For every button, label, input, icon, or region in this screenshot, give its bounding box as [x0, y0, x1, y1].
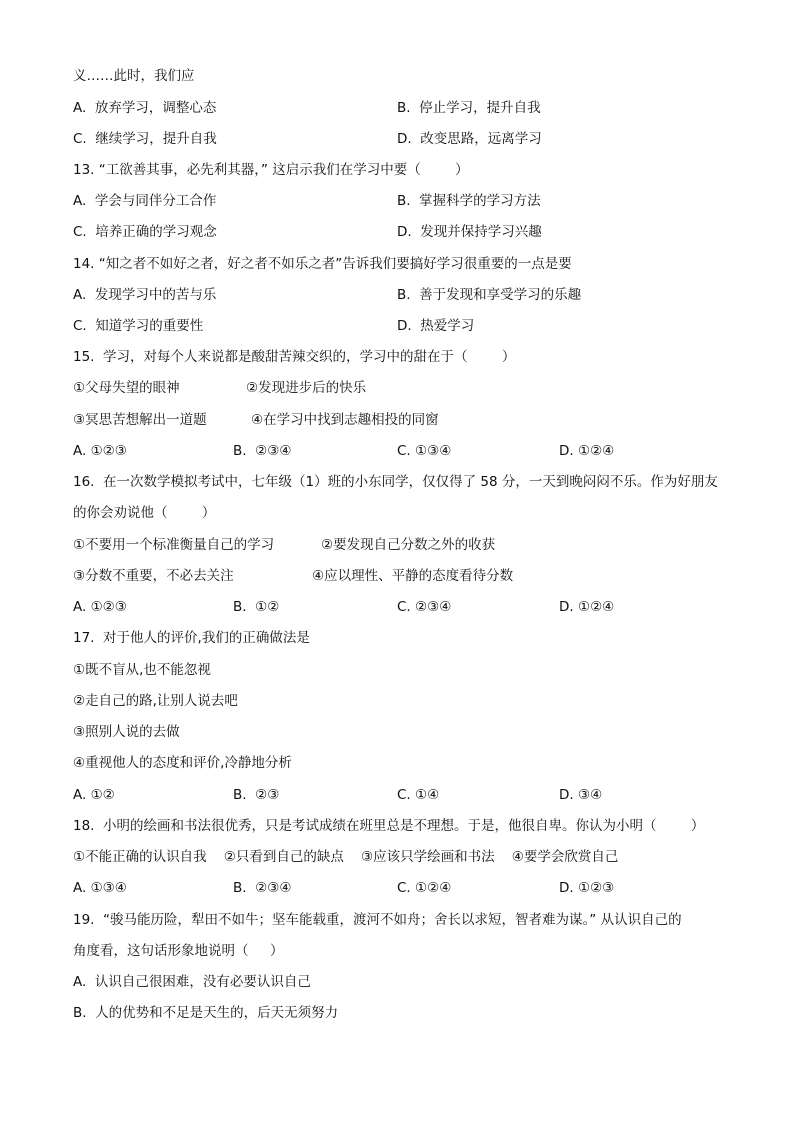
- q13-option-a: A. 学会与同伴分工合作: [73, 193, 217, 209]
- q18-option-d: D. ①②③: [559, 880, 615, 896]
- question-16-stem: 16. 在一次数学模拟考试中，七年级（1）班的小东同学，仅仅得了 58 分，一天到晚闷闷不乐。作为好朋友: [73, 474, 718, 490]
- question-15-stem: 15. 学习，对每个人来说都是酸甜苦辣交织的，学习中的甜在于（ ）: [73, 349, 516, 365]
- q16-statement-4: ④应以理性、平静的态度看待分数: [312, 568, 514, 584]
- q17-statement-3: ③照别人说的去做: [73, 724, 180, 740]
- q19-option-b: B. 人的优势和不足是天生的，后天无须努力: [73, 1005, 339, 1021]
- question-18-stem: 18. 小明的绘画和书法很优秀，只是考试成绩在班里总是不理想。于是，他很自卑。你认为小明（ ）: [73, 818, 705, 834]
- q15-option-b: B. ②③④: [233, 443, 292, 459]
- q18-option-b: B. ②③④: [233, 880, 292, 896]
- q15-option-c: C. ①③④: [397, 443, 452, 459]
- question-19-stem: 19. “骏马能历险，犁田不如牛；坚车能载重，渡河不如舟；舍长以求短，智者难为谋。” 从认识自己的: [73, 912, 682, 928]
- q18-option-c: C. ①②④: [397, 880, 452, 896]
- q15-statement-4: ④在学习中找到志趣相投的同窗: [251, 412, 439, 428]
- question-14-stem: 14. “知之者不如好之者，好之者不如乐之者”告诉我们要搞好学习很重要的一点是要: [73, 256, 572, 272]
- q16-statement-3: ③分数不重要，不必去关注: [73, 568, 234, 584]
- q17-statement-2: ②走自己的路,让别人说去吧: [73, 693, 238, 709]
- q17-option-b: B. ②③: [233, 787, 280, 803]
- q12-option-c: C. 继续学习，提升自我: [73, 131, 217, 147]
- q16-statement-2: ②要发现自己分数之外的收获: [321, 537, 496, 553]
- q17-option-a: A. ①②: [73, 787, 115, 803]
- q12-option-a: A. 放弃学习，调整心态: [73, 100, 217, 116]
- q19-option-a: A. 认识自己很困难，没有必要认识自己: [73, 974, 311, 990]
- q18-option-a: A. ①③④: [73, 880, 127, 896]
- question-16-stem-cont: 的你会劝说他（ ）: [73, 505, 216, 521]
- q15-option-a: A. ①②③: [73, 443, 127, 459]
- q16-option-c: C. ②③④: [397, 599, 452, 615]
- q14-option-d: D. 热爱学习: [397, 318, 475, 334]
- q15-statement-1: ①父母失望的眼神: [73, 380, 180, 396]
- q17-statement-4: ④重视他人的态度和评价,冷静地分析: [73, 755, 292, 771]
- question-12-stem-end: 义……此时，我们应: [73, 68, 195, 84]
- q12-option-d: D. 改变思路，远离学习: [397, 131, 542, 147]
- q15-statement-3: ③冥思苦想解出一道题: [73, 412, 207, 428]
- q18-statements: ①不能正确的认识自我 ②只看到自己的缺点 ③应该只学绘画和书法 ④要学会欣赏自己: [73, 849, 619, 865]
- q15-option-d: D. ①②④: [559, 443, 615, 459]
- q17-statement-1: ①既不盲从,也不能忽视: [73, 662, 211, 678]
- q14-option-c: C. 知道学习的重要性: [73, 318, 204, 334]
- question-19-stem-cont: 角度看，这句话形象地说明（ ）: [73, 943, 284, 959]
- question-17-stem: 17. 对于他人的评价,我们的正确做法是: [73, 630, 310, 646]
- q16-option-d: D. ①②④: [559, 599, 615, 615]
- q16-option-a: A. ①②③: [73, 599, 127, 615]
- q14-option-b: B. 善于发现和享受学习的乐趣: [397, 287, 582, 303]
- q13-option-b: B. 掌握科学的学习方法: [397, 193, 541, 209]
- question-13-stem: 13. “工欲善其事，必先利其器，” 这启示我们在学习中要（ ）: [73, 162, 469, 178]
- q15-statement-2: ②发现进步后的快乐: [246, 380, 367, 396]
- q17-option-c: C. ①④: [397, 787, 440, 803]
- q14-option-a: A. 发现学习中的苦与乐: [73, 287, 217, 303]
- q16-statement-1: ①不要用一个标准衡量自己的学习: [73, 537, 275, 553]
- q13-option-c: C. 培养正确的学习观念: [73, 224, 217, 240]
- q12-option-b: B. 停止学习，提升自我: [397, 100, 541, 116]
- q13-option-d: D. 发现并保持学习兴趣: [397, 224, 542, 240]
- q16-option-b: B. ①②: [233, 599, 280, 615]
- q17-option-d: D. ③④: [559, 787, 603, 803]
